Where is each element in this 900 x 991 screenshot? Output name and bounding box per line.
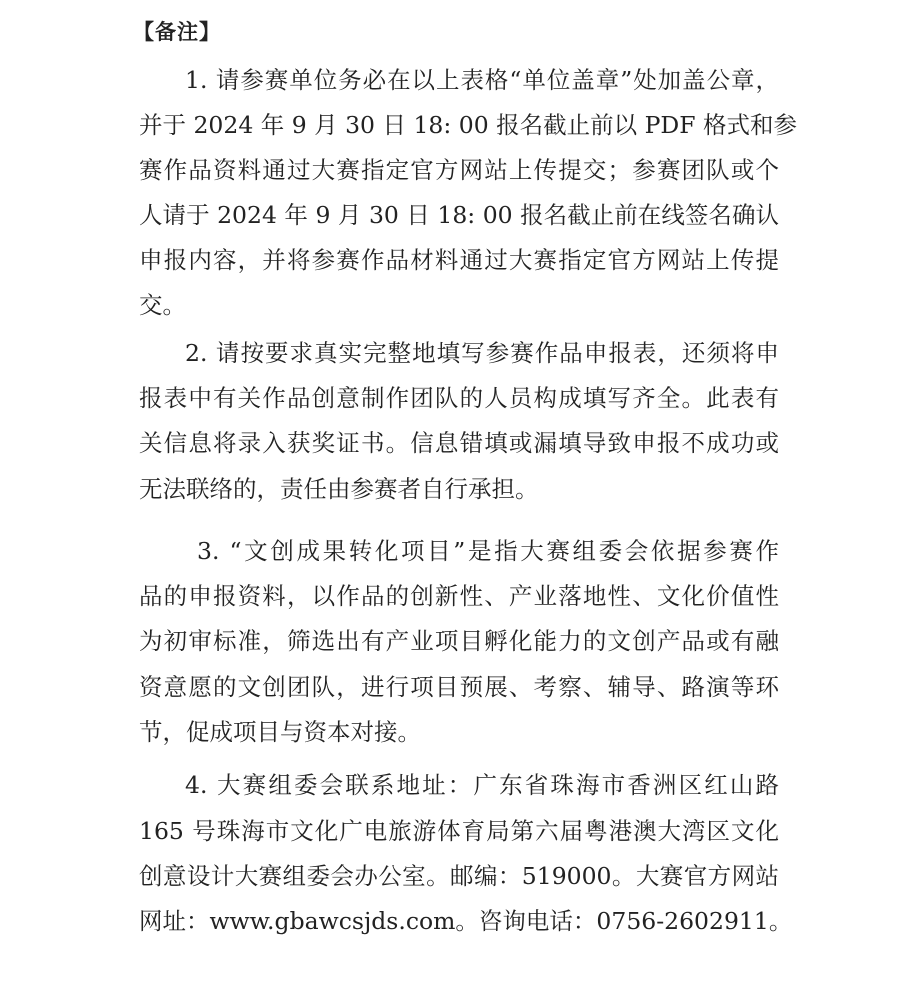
paragraph-1-line-6: 交。 xyxy=(139,291,186,319)
paragraph-2-line-4: 无法联络的，责任由参赛者自行承担。 xyxy=(139,475,539,503)
paragraph-1-line-5: 申报内容，并将参赛作品材料通过大赛指定官方网站上传提 xyxy=(139,246,779,274)
paragraph-3-line-1: 3. “文创成果转化项目”是指大赛组委会依据参赛作 xyxy=(197,537,779,565)
paragraph-2-line-2: 报表中有关作品创意制作团队的人员构成填写齐全。此表有 xyxy=(139,384,779,412)
paragraph-1-line-3: 赛作品资料通过大赛指定官方网站上传提交；参赛团队或个 xyxy=(139,156,779,184)
notes-heading: 【备注】 xyxy=(133,19,221,44)
paragraph-4-line-4: 网址：www.gbawcsjds.com。咨询电话：0756-2602911。 xyxy=(139,907,793,935)
paragraph-4-line-2: 165 号珠海市文化广电旅游体育局第六届粤港澳大湾区文化 xyxy=(139,817,779,845)
paragraph-1-line-4: 人请于 2024 年 9 月 30 日 18: 00 报名截止前在线签名确认 xyxy=(139,201,779,229)
paragraph-3-line-2: 品的申报资料，以作品的创新性、产业落地性、文化价值性 xyxy=(139,582,779,610)
paragraph-3-line-5: 节，促成项目与资本对接。 xyxy=(139,718,421,746)
paragraph-1-line-1: 1. 请参赛单位务必在以上表格“单位盖章”处加盖公章， xyxy=(185,66,779,94)
paragraph-3-line-3: 为初审标准，筛选出有产业项目孵化能力的文创产品或有融 xyxy=(139,627,779,655)
paragraph-2-line-3: 关信息将录入获奖证书。信息错填或漏填导致申报不成功或 xyxy=(139,429,779,457)
paragraph-4-line-1: 4. 大赛组委会联系地址：广东省珠海市香洲区红山路 xyxy=(185,771,779,799)
paragraph-4-line-3: 创意设计大赛组委会办公室。邮编：519000。大赛官方网站 xyxy=(139,862,779,890)
paragraph-2-line-1: 2. 请按要求真实完整地填写参赛作品申报表，还须将申 xyxy=(185,339,779,367)
paragraph-1-line-2: 并于 2024 年 9 月 30 日 18: 00 报名截止前以 PDF 格式和参 xyxy=(139,111,798,139)
paragraph-3-line-4: 资意愿的文创团队，进行项目预展、考察、辅导、路演等环 xyxy=(139,673,779,701)
